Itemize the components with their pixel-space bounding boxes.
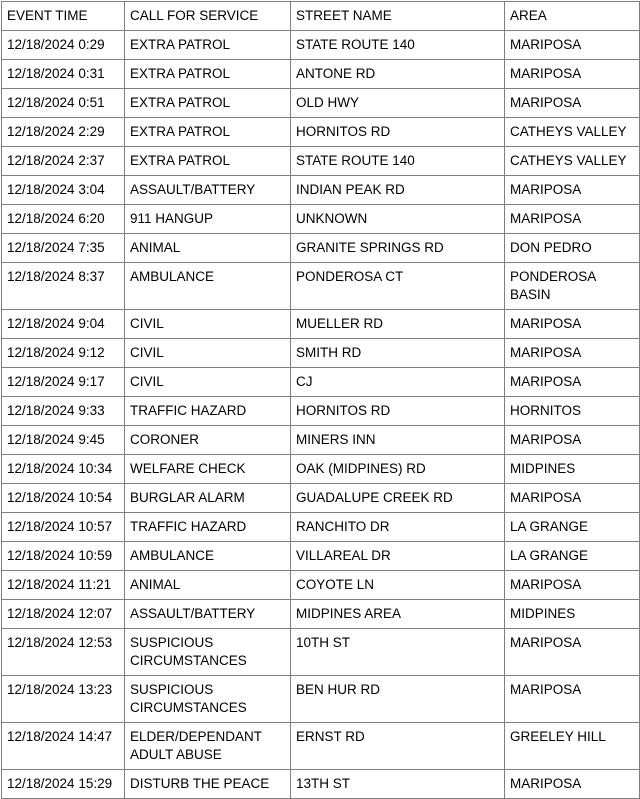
cell-area: MIDPINES: [505, 600, 640, 629]
table-row: [2, 263, 640, 310]
table-row: [2, 397, 640, 426]
cell-event-time: 12/18/2024 9:17: [2, 368, 125, 397]
cell-area: MARIPOSA: [505, 205, 640, 234]
cell-event-time: 12/18/2024 14:47: [2, 723, 125, 770]
table-row: [2, 484, 640, 513]
cell-street-name: SMITH RD: [291, 339, 505, 368]
cell-street-name: CJ: [291, 368, 505, 397]
cell-street-name: 13TH ST: [291, 770, 505, 799]
cell-call-for-service: CIVIL: [125, 339, 291, 368]
cell-call-for-service: EXTRA PATROL: [125, 60, 291, 89]
table-row: [2, 176, 640, 205]
cell-event-time: 12/18/2024 11:21: [2, 571, 125, 600]
cell-street-name: COYOTE LN: [291, 571, 505, 600]
cell-call-for-service: CIVIL: [125, 368, 291, 397]
cell-event-time: 12/18/2024 9:45: [2, 426, 125, 455]
header-street-name: STREET NAME: [291, 2, 505, 31]
cell-call-for-service: WELFARE CHECK: [125, 455, 291, 484]
cell-area: MARIPOSA: [505, 176, 640, 205]
cell-street-name: OLD HWY: [291, 89, 505, 118]
cell-call-for-service: SUSPICIOUS CIRCUMSTANCES: [125, 676, 291, 723]
cell-street-name: ANTONE RD: [291, 60, 505, 89]
cell-area: MARIPOSA: [505, 368, 640, 397]
cell-area: CATHEYS VALLEY: [505, 147, 640, 176]
cell-street-name: MUELLER RD: [291, 310, 505, 339]
table-row: [2, 205, 640, 234]
table-row: [2, 147, 640, 176]
cell-area: MARIPOSA: [505, 676, 640, 723]
cell-event-time: 12/18/2024 3:04: [2, 176, 125, 205]
cell-event-time: 12/18/2024 9:33: [2, 397, 125, 426]
table-row: [2, 339, 640, 368]
cell-call-for-service: ANIMAL: [125, 571, 291, 600]
table-body: [2, 31, 640, 799]
cell-event-time: 12/18/2024 6:20: [2, 205, 125, 234]
cell-event-time: 12/18/2024 8:37: [2, 263, 125, 310]
table-row: [2, 723, 640, 770]
cell-street-name: HORNITOS RD: [291, 397, 505, 426]
cell-call-for-service: SUSPICIOUS CIRCUMSTANCES: [125, 629, 291, 676]
cell-area: MARIPOSA: [505, 310, 640, 339]
cell-area: CATHEYS VALLEY: [505, 118, 640, 147]
cell-area: MARIPOSA: [505, 770, 640, 799]
table-row: [2, 234, 640, 263]
table-row: [2, 571, 640, 600]
table-row: [2, 542, 640, 571]
table-row: [2, 676, 640, 723]
cell-event-time: 12/18/2024 7:35: [2, 234, 125, 263]
cell-event-time: 12/18/2024 10:59: [2, 542, 125, 571]
cell-area: MIDPINES: [505, 455, 640, 484]
cell-area: LA GRANGE: [505, 542, 640, 571]
cell-street-name: INDIAN PEAK RD: [291, 176, 505, 205]
table-row: [2, 310, 640, 339]
cell-area: GREELEY HILL: [505, 723, 640, 770]
cell-call-for-service: EXTRA PATROL: [125, 147, 291, 176]
table-row: [2, 770, 640, 799]
cell-area: MARIPOSA: [505, 31, 640, 60]
header-row: [2, 2, 640, 31]
cell-area: MARIPOSA: [505, 60, 640, 89]
cell-event-time: 12/18/2024 15:29: [2, 770, 125, 799]
cell-street-name: MINERS INN: [291, 426, 505, 455]
table-row: [2, 118, 640, 147]
cell-area: MARIPOSA: [505, 571, 640, 600]
cell-street-name: BEN HUR RD: [291, 676, 505, 723]
cell-call-for-service: ANIMAL: [125, 234, 291, 263]
cell-event-time: 12/18/2024 12:07: [2, 600, 125, 629]
cell-call-for-service: DISTURB THE PEACE: [125, 770, 291, 799]
cell-call-for-service: CORONER: [125, 426, 291, 455]
table-row: [2, 368, 640, 397]
cell-street-name: UNKNOWN: [291, 205, 505, 234]
table-row: [2, 600, 640, 629]
cell-area: MARIPOSA: [505, 89, 640, 118]
cell-area: HORNITOS: [505, 397, 640, 426]
cell-event-time: 12/18/2024 0:51: [2, 89, 125, 118]
cell-event-time: 12/18/2024 10:34: [2, 455, 125, 484]
header-area: AREA: [505, 2, 640, 31]
cell-call-for-service: EXTRA PATROL: [125, 89, 291, 118]
cell-street-name: HORNITOS RD: [291, 118, 505, 147]
cell-area: MARIPOSA: [505, 339, 640, 368]
cell-street-name: GUADALUPE CREEK RD: [291, 484, 505, 513]
cell-street-name: MIDPINES AREA: [291, 600, 505, 629]
cell-call-for-service: EXTRA PATROL: [125, 31, 291, 60]
cell-area: MARIPOSA: [505, 484, 640, 513]
cell-street-name: RANCHITO DR: [291, 513, 505, 542]
cell-call-for-service: ASSAULT/BATTERY: [125, 600, 291, 629]
cell-call-for-service: BURGLAR ALARM: [125, 484, 291, 513]
cell-area: PONDEROSA BASIN: [505, 263, 640, 310]
table-row: [2, 629, 640, 676]
header-call-for-service: CALL FOR SERVICE: [125, 2, 291, 31]
table-row: [2, 31, 640, 60]
cell-event-time: 12/18/2024 13:23: [2, 676, 125, 723]
cell-event-time: 12/18/2024 12:53: [2, 629, 125, 676]
cell-event-time: 12/18/2024 2:37: [2, 147, 125, 176]
cell-street-name: VILLAREAL DR: [291, 542, 505, 571]
table-row: [2, 426, 640, 455]
cell-call-for-service: AMBULANCE: [125, 542, 291, 571]
cell-street-name: STATE ROUTE 140: [291, 31, 505, 60]
cell-event-time: 12/18/2024 2:29: [2, 118, 125, 147]
cell-call-for-service: 911 HANGUP: [125, 205, 291, 234]
table-row: [2, 513, 640, 542]
cell-street-name: OAK (MIDPINES) RD: [291, 455, 505, 484]
cell-call-for-service: ASSAULT/BATTERY: [125, 176, 291, 205]
cell-area: MARIPOSA: [505, 629, 640, 676]
table-header: [2, 2, 640, 31]
cell-street-name: 10TH ST: [291, 629, 505, 676]
cell-event-time: 12/18/2024 10:54: [2, 484, 125, 513]
cell-street-name: PONDEROSA CT: [291, 263, 505, 310]
cell-street-name: STATE ROUTE 140: [291, 147, 505, 176]
cell-event-time: 12/18/2024 9:04: [2, 310, 125, 339]
table-row: [2, 89, 640, 118]
cell-street-name: ERNST RD: [291, 723, 505, 770]
cell-call-for-service: CIVIL: [125, 310, 291, 339]
cell-event-time: 12/18/2024 9:12: [2, 339, 125, 368]
cell-event-time: 12/18/2024 0:31: [2, 60, 125, 89]
cell-event-time: 12/18/2024 0:29: [2, 31, 125, 60]
header-event-time: EVENT TIME: [2, 2, 125, 31]
cell-call-for-service: TRAFFIC HAZARD: [125, 513, 291, 542]
calls-for-service-table: [1, 1, 640, 799]
cell-call-for-service: TRAFFIC HAZARD: [125, 397, 291, 426]
cell-street-name: GRANITE SPRINGS RD: [291, 234, 505, 263]
cell-area: LA GRANGE: [505, 513, 640, 542]
cell-call-for-service: ELDER/DEPENDANT ADULT ABUSE: [125, 723, 291, 770]
table-row: [2, 60, 640, 89]
cell-call-for-service: EXTRA PATROL: [125, 118, 291, 147]
cell-event-time: 12/18/2024 10:57: [2, 513, 125, 542]
cell-area: MARIPOSA: [505, 426, 640, 455]
cell-area: DON PEDRO: [505, 234, 640, 263]
cell-call-for-service: AMBULANCE: [125, 263, 291, 310]
table-row: [2, 455, 640, 484]
